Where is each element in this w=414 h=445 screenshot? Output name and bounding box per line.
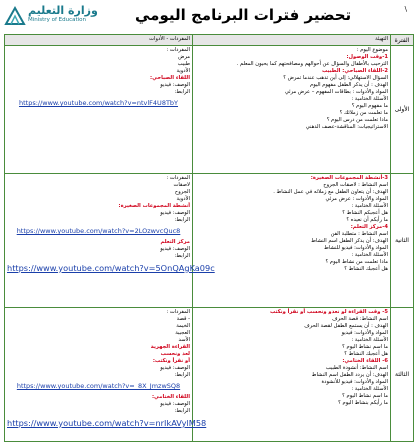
- intro-line: اسم النشاط : لاصقات الجروح: [323, 182, 388, 188]
- section-heading: 3-أنشطة المجموعات الصغيرة:: [310, 175, 388, 181]
- table-row-second: [5, 174, 414, 308]
- intro-line: الأسئلة الختامية :: [351, 203, 388, 209]
- vocab-word: الأسد: [178, 337, 190, 343]
- section-heading: 5- وقت القراءة لو نعدو ونحسب أو نقرأ ونكتب: [270, 309, 388, 315]
- intro-cell-first: [193, 46, 391, 174]
- question-line: ماذا تعلمت من درس اليوم ؟: [326, 117, 388, 123]
- description-label: الوصف: فيديو: [160, 365, 190, 371]
- section-heading: مركز التعلم: [160, 239, 190, 245]
- question-line: ما رأيكم بنشاط اليوم ؟: [338, 400, 388, 406]
- question-line: هل أعجبكم النشاط ؟: [342, 210, 388, 216]
- vocab-cell-second: [5, 174, 215, 308]
- day-label-first: الأولى: [391, 46, 414, 174]
- day-label-second: الثانية: [391, 174, 414, 308]
- logo-text-ar: وزارة التعليم: [28, 4, 98, 17]
- intro-line: الأسئلة الختامية :: [351, 386, 388, 392]
- header-day: الفترة: [391, 35, 414, 46]
- section-heading: 4-مركز التعلم:: [350, 224, 388, 230]
- question-line: ما رأيكم أن نعيده ؟: [346, 217, 388, 223]
- intro-line: الهدف: أن يذكر الطفل اسم النشاط: [311, 238, 388, 244]
- section-heading: أنشطة المجموعات الصغيرة:: [118, 203, 190, 209]
- logo-text-en: Ministry of Education: [28, 17, 87, 23]
- page-title: تحضير فترات البرنامج اليومي: [135, 6, 352, 24]
- section-heading: 1-وقت الوصول:: [346, 54, 388, 60]
- intro-line: الأسئلة الختامية :: [351, 252, 388, 258]
- table-row-third: [5, 308, 414, 442]
- question-line: ما اسم نشاط اليوم ؟: [342, 344, 388, 350]
- section-heading: القراءة الجهرية: [150, 344, 190, 350]
- day-label-third: الثالثة: [391, 308, 414, 442]
- intro-line: الهدف : أن يستمع الطفل لقصة الحرف: [304, 323, 388, 329]
- section-heading: لعد ونحسب: [160, 351, 190, 357]
- vocab-cell-third: [5, 308, 207, 442]
- intro-line: المواد والأدوات : عرض مرئي: [325, 196, 388, 202]
- corner-mark: \: [404, 5, 407, 13]
- header-vocab: المفردات - الأدوات: [5, 35, 193, 46]
- youtube-link[interactable]: https://www.youtube.com/watch?v=ntvlF4U8TbY: [18, 99, 179, 107]
- intro-line: الأسئلة الختامية :: [351, 96, 388, 102]
- topic-line: موضوع اليوم :: [356, 47, 388, 53]
- youtube-link[interactable]: https://www.youtube.com/watch?v=_8X_JmzwSQ8: [16, 382, 181, 390]
- link-label: الرابط:: [174, 253, 190, 259]
- vocab-word: الجروح: [174, 189, 190, 195]
- table-header-row: [5, 35, 414, 46]
- link-label: الرابط:: [174, 408, 190, 414]
- intro-line: الأسئلة الختامية :: [351, 337, 388, 343]
- question-line: هل أعجبك النشاط ؟: [344, 351, 388, 357]
- question-line: ما مفهوم اليوم ؟: [351, 103, 388, 109]
- youtube-link-closing[interactable]: https://www.youtube.com/watch?v=nrIkAVylM58: [7, 418, 207, 428]
- vocab-heading: المفردات :: [166, 309, 190, 315]
- intro-line: المواد والأدوات: فيديو: [341, 330, 388, 336]
- table-row-first: [5, 46, 414, 174]
- intro-line: المواد والأدوات: فيديو للنشاط: [324, 245, 388, 251]
- vocab-word: لاصقات: [173, 182, 190, 188]
- question-line: ما تعلمت من زملائك ؟: [339, 110, 388, 116]
- section-heading: اللقاء الصباحي:: [150, 75, 190, 81]
- vocab-word: العجيبة: [175, 330, 190, 336]
- intro-line: الاستراتيجيات: المناقشة-عصف الذهني: [305, 124, 388, 130]
- intro-line: المواد والأدوات: فيديو للأنشودة: [321, 379, 388, 385]
- description-label: الوصف: فيديو: [160, 82, 190, 88]
- link-label: الرابط:: [174, 217, 190, 223]
- intro-line: الهدف : أن يذكر الطفل مفهوم اليوم: [310, 82, 388, 88]
- vocab-word: طبيب: [177, 61, 190, 67]
- intro-line: اسم النشاط: أنشودة الطبيب: [325, 365, 388, 371]
- ministry-logo: [4, 4, 104, 30]
- intro-line: الترحيب بالأطفال والسؤال عن أحوالهم ومصافحتهم كما يحيون المعلم .: [236, 61, 388, 67]
- section-heading: 2-اللقاء الصباحي: الطبيب: [321, 68, 388, 74]
- question-line: ماذا تعلمت من نشاط اليوم ؟: [325, 259, 388, 265]
- section-heading: أو نقرأ ونكتب:: [152, 358, 190, 364]
- question-line: هل أعجبك النشاط ؟: [344, 266, 388, 272]
- intro-line: الهدف: أن يتعاون الطفل مع زملائه في عمل النشاط .: [273, 189, 388, 195]
- section-heading: اللقاء الختامي:: [151, 394, 190, 400]
- description-label: الوصف: فيديو: [160, 246, 190, 252]
- vocab-cell-first: [5, 46, 193, 174]
- question-line: ما اسم نشاط اليوم ؟: [342, 393, 388, 399]
- section-heading: 6- اللقاء الختامي:: [342, 358, 388, 364]
- link-label: الرابط:: [174, 372, 190, 378]
- vocab-word: الأدوية: [176, 196, 190, 202]
- link-label: الرابط:: [174, 89, 190, 95]
- youtube-link[interactable]: https://www.youtube.com/watch?v=2LOzwvcQuc8: [16, 227, 181, 235]
- description-label: الوصف: فيديو: [160, 401, 190, 407]
- vocab-heading: المفردات :: [166, 175, 190, 181]
- youtube-link-center[interactable]: https://www.youtube.com/watch?v=5OnQAgKa09c: [7, 263, 215, 273]
- vocab-word: الخيمة: [176, 323, 190, 329]
- intro-line: السؤال الاستهلالي: إلى أين تذهب عندما تمرض ؟: [283, 75, 388, 81]
- intro-cell-third: [193, 308, 391, 442]
- vocab-heading: المفردات :: [166, 47, 190, 53]
- intro-line: اسم النشاط: قصة الحرف: [332, 316, 388, 322]
- description-label: الوصف: فيديو: [160, 210, 190, 216]
- intro-line: المواد والأدوات : بطاقات المفهوم – عرض مرئي: [284, 89, 388, 95]
- vocab-word: الأدوية: [176, 68, 190, 74]
- daily-plan-table: [4, 34, 414, 442]
- header-intro: التهيئة: [193, 35, 391, 46]
- intro-cell-second: [193, 174, 391, 308]
- vocab-word: مرض: [178, 54, 190, 60]
- vocab-word: - قصة: [176, 316, 190, 322]
- intro-line: الهدف: أن يردد الطفل اسم النشاط: [311, 372, 388, 378]
- intro-line: اسم النشاط : متطلبة الفن: [330, 231, 388, 237]
- ministry-logo-icon: [4, 6, 26, 26]
